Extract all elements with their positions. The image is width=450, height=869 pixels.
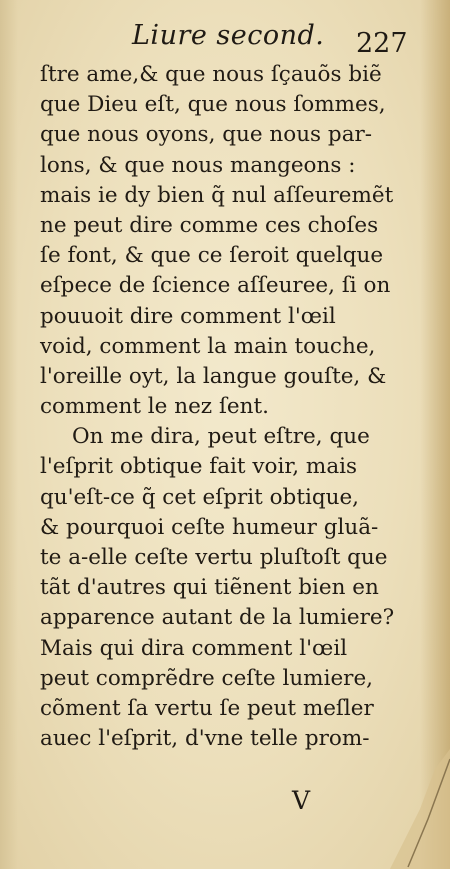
text-line: pouuoit dire comment l'œil [40,303,336,329]
text-line: qu'eſt-ce q̃ cet eſprit obtique, [40,484,360,510]
signature-mark: V [292,786,312,815]
text-line: & pourquoi ceſte humeur gluã- [40,514,379,540]
paragraph-start-line: On me dira, peut eſtre, que [72,424,370,450]
text-line: void, comment la main touche, [40,333,376,359]
text-line: Mais qui dira comment l'œil [40,635,348,661]
text-line: ſe font, & que ce ſeroit quelque [40,243,384,269]
text-line: ſtre ame,& que nous ſçauõs biẽ [40,62,382,87]
text-line: l'oreille oyt, la langue gouſte, & [40,363,387,389]
text-line: l'eſprit obtique fait voir, mais [40,454,358,480]
body-text [40,60,412,754]
page-edge-shadow-right [420,0,450,869]
text-line: que nous oyons, que nous par- [40,122,373,148]
text-line: cõment ſa vertu ſe peut meſler [40,695,374,721]
text-line: te a-elle ceſte vertu pluſtoſt que [40,545,388,570]
text-line: peut comprẽdre ceſte lumiere, [40,665,374,691]
text-line: tãt d'autres qui tiẽnent bien en [40,575,379,601]
text-line: ne peut dire comme ces choſes [40,212,379,238]
text-line: que Dieu eſt, que nous ſommes, [40,92,386,118]
torn-corner-icon [380,749,450,869]
text-line: comment le nez ſent. [40,394,269,420]
page-header [0,6,450,59]
text-line: lons, & que nous mangeons : [40,152,356,178]
page-number: 227 [356,28,408,59]
page-edge-shadow-left [0,0,18,869]
text-line: apparence autant de la lumiere? [40,605,395,631]
text-line: auec l'eſprit, d'vne telle prom- [40,726,370,752]
text-line: eſpece de ſcience aſſeuree, ſi on [40,273,391,299]
running-head: Liure second. [132,20,325,51]
text-line: mais ie dy bien q̃ nul aſſeuremẽt [40,182,394,208]
